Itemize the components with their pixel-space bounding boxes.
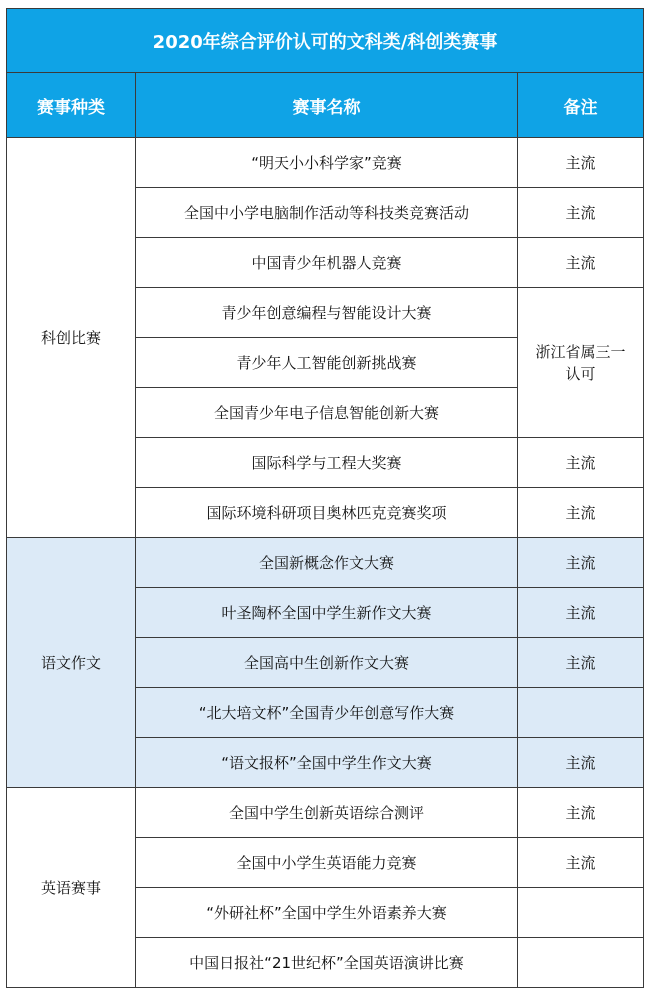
category-cell: 语文作文 [7, 538, 136, 788]
title-row [7, 9, 644, 73]
competition-name: “外研社杯”全国中学生外语素养大赛 [136, 888, 518, 938]
competition-name: 青少年创意编程与智能设计大赛 [136, 288, 518, 338]
header-note: 备注 [518, 73, 644, 138]
header-category: 赛事种类 [7, 73, 136, 138]
note-cell: 主流 [518, 488, 644, 538]
competition-name: “北大培文杯”全国青少年创意写作大赛 [136, 688, 518, 738]
note-cell [518, 688, 644, 738]
table-row [7, 788, 644, 838]
table-row [7, 538, 644, 588]
competition-name: “语文报杯”全国中学生作文大赛 [136, 738, 518, 788]
table-title: 2020年综合评价认可的文科类/科创类赛事 [7, 9, 644, 73]
competition-name: 国际科学与工程大奖赛 [136, 438, 518, 488]
note-cell-merged [518, 288, 644, 438]
competition-name: 中国日报社“21世纪杯”全国英语演讲比赛 [136, 938, 518, 988]
category-cell: 科创比赛 [7, 138, 136, 538]
note-cell: 主流 [518, 838, 644, 888]
note-cell: 主流 [518, 138, 644, 188]
note-cell [518, 938, 644, 988]
note-cell: 主流 [518, 738, 644, 788]
note-cell: 主流 [518, 188, 644, 238]
header-name: 赛事名称 [136, 73, 518, 138]
table-row [7, 138, 644, 188]
competition-name: 叶圣陶杯全国中学生新作文大赛 [136, 588, 518, 638]
competition-name: 全国中小学生英语能力竞赛 [136, 838, 518, 888]
competition-name: “明天小小科学家”竞赛 [136, 138, 518, 188]
competition-name: 全国高中生创新作文大赛 [136, 638, 518, 688]
note-cell: 主流 [518, 538, 644, 588]
competition-name: 国际环境科研项目奥林匹克竞赛奖项 [136, 488, 518, 538]
note-cell: 主流 [518, 438, 644, 488]
note-cell: 主流 [518, 588, 644, 638]
competition-name: 青少年人工智能创新挑战赛 [136, 338, 518, 388]
note-text: 浙江省属三一认可 [535, 342, 626, 383]
category-cell: 英语赛事 [7, 788, 136, 988]
competition-name: 全国中学生创新英语综合测评 [136, 788, 518, 838]
competition-name: 中国青少年机器人竞赛 [136, 238, 518, 288]
competition-table [6, 8, 644, 988]
header-row [7, 73, 644, 138]
note-cell: 主流 [518, 788, 644, 838]
note-cell: 主流 [518, 638, 644, 688]
competition-name: 全国青少年电子信息智能创新大赛 [136, 388, 518, 438]
competition-name: 全国新概念作文大赛 [136, 538, 518, 588]
competition-name: 全国中小学电脑制作活动等科技类竞赛活动 [136, 188, 518, 238]
note-cell: 主流 [518, 238, 644, 288]
note-cell [518, 888, 644, 938]
